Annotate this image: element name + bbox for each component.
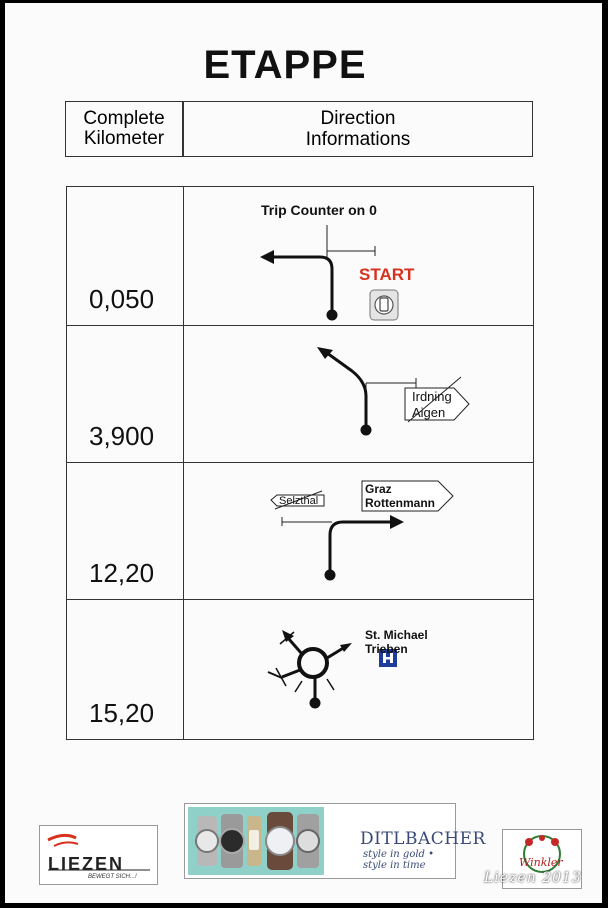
stadt-liezen-text: LIEZEN [48, 854, 125, 874]
direction-cell [184, 187, 533, 325]
header-kilometer-line2: Kilometer [83, 128, 165, 149]
start-label: START [359, 265, 415, 284]
roadbook-table [66, 186, 534, 740]
km-value: 15,20 [89, 698, 155, 728]
turn-right-diagram [184, 463, 533, 599]
direction-cell [184, 326, 533, 462]
sign-aigen: Aigen [412, 405, 446, 420]
table-header [65, 101, 533, 157]
page-title: ETAPPE [203, 43, 367, 87]
ditlbacher-tagline: style in gold • style in time [363, 849, 435, 871]
km-cell [67, 326, 184, 462]
km-cell [67, 600, 184, 739]
place-st-michael: St. Michael [365, 628, 428, 642]
km-cell [67, 463, 184, 599]
km-cell [67, 187, 184, 325]
km-value: 12,20 [89, 558, 155, 588]
stadt-liezen-slogan: BEWEGT SICH...! [88, 874, 137, 880]
sign-irdning: Irdning [412, 389, 452, 404]
turn-left-diagram [184, 187, 533, 325]
km-value: 0,050 [89, 284, 155, 314]
bear-left-diagram [184, 326, 533, 462]
direction-cell [184, 600, 533, 739]
ditlbacher-brand: DITLBACHER [360, 829, 486, 849]
ditlbacher-ad [184, 803, 486, 879]
header-direction-line1: Direction [320, 108, 396, 129]
table-row [67, 600, 533, 739]
roundabout-diagram [184, 600, 533, 739]
trip-counter-note: Trip Counter on 0 [261, 202, 377, 218]
place-trieben: Trieben [365, 642, 408, 656]
photo-watermark: Liezen 2013 [484, 870, 582, 886]
direction-cell [184, 463, 533, 599]
table-row [67, 463, 533, 600]
header-kilometer [66, 102, 184, 156]
table-row [67, 187, 533, 326]
table-row [67, 326, 533, 463]
blumen-winkler-text: Winkler [519, 856, 563, 869]
sign-graz: Graz [365, 482, 392, 496]
header-direction-line2: Informations [305, 129, 411, 150]
sign-rottenmann: Rottenmann [365, 496, 435, 510]
header-direction [184, 102, 532, 156]
sign-selzthal: Selzthal [279, 495, 319, 507]
stadt-liezen-logo [39, 825, 158, 885]
header-kilometer-line1: Complete [83, 108, 165, 129]
km-value: 3,900 [89, 421, 155, 451]
roadbook-page [5, 3, 602, 903]
